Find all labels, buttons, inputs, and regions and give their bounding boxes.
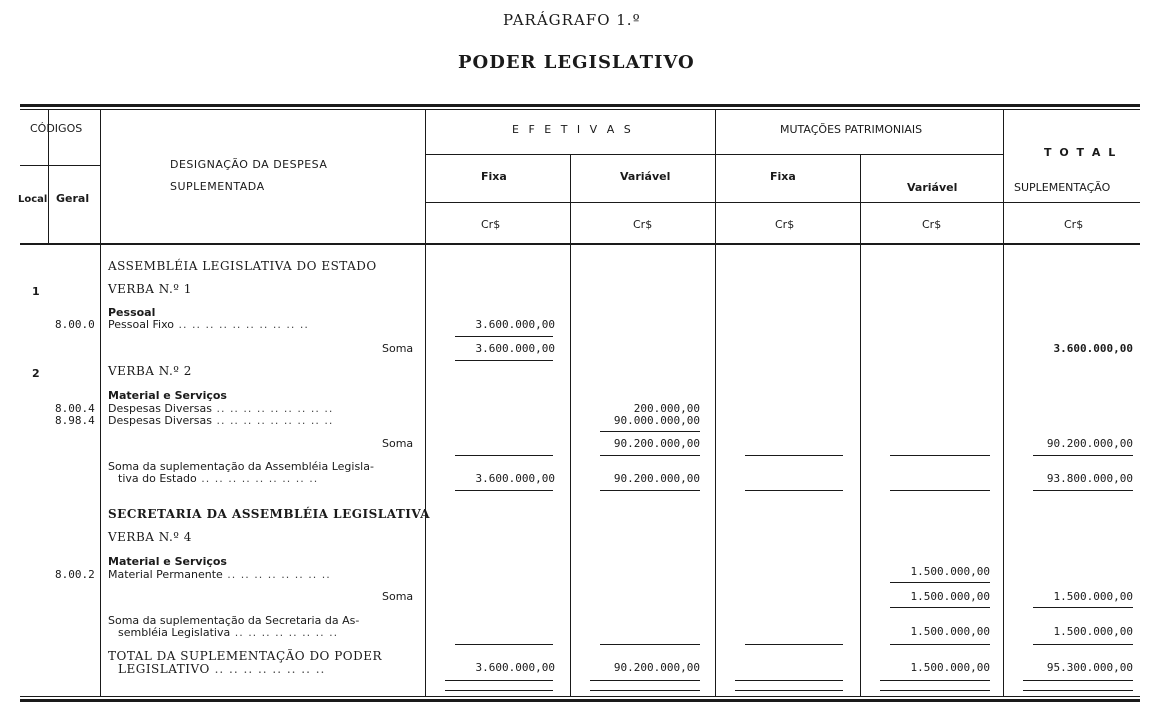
soma-total-value: 90.200.000,00 (1046, 437, 1133, 450)
soma-label: Soma (382, 437, 414, 450)
header-geral: Geral (56, 192, 90, 205)
verba-label: VERBA N.º 1 (108, 282, 192, 296)
sum-rule (880, 680, 990, 681)
item-code: 8.98.4 (55, 414, 95, 427)
group-label: Material e Serviços (108, 389, 227, 402)
sum-rule (600, 455, 700, 456)
sum-rule (735, 690, 843, 691)
item-label: Pessoal Fixo .. .. .. .. .. .. .. .. .. .. (108, 318, 309, 331)
header-mutacoes-variavel: Variável (907, 181, 958, 194)
header-total-line1: T O T A L (1044, 146, 1118, 159)
item-label: Material Permanente .. .. .. .. .. .. .. .. (108, 568, 331, 581)
currency-col4: Cr$ (922, 218, 942, 231)
grand-total-var: 90.200.000,00 (613, 661, 700, 674)
grand-total-mut-var: 1.500.000,00 (910, 661, 990, 674)
item-mut-var-value: 1.500.000,00 (910, 565, 990, 578)
grand-total-line2: LEGISLATIVO .. .. .. .. .. .. .. .. (118, 662, 326, 676)
sum-rule (890, 607, 990, 608)
sum-rule (745, 490, 843, 491)
col-divider (425, 110, 426, 697)
sum-rule (455, 644, 553, 645)
soma-total-value: 1.500.000,00 (1053, 590, 1133, 603)
item-var-value: 90.000.000,00 (613, 414, 700, 427)
grand-total-line1: TOTAL DA SUPLEMENTAÇÃO DO PODER (108, 649, 383, 663)
table-bottom-rule (20, 699, 1140, 702)
assembleia-sum-total: 93.800.000,00 (1046, 472, 1133, 485)
sum-rule (1033, 644, 1133, 645)
section-title-secretaria: SECRETARIA DA ASSEMBLÉIA LEGISLATIVA (108, 507, 431, 521)
secretaria-sum-total: 1.500.000,00 (1053, 625, 1133, 638)
sum-rule (1023, 680, 1133, 681)
sum-rule (1033, 607, 1133, 608)
sum-rule (890, 455, 990, 456)
sum-rule (455, 490, 553, 491)
header-designacao-line2: SUPLEMENTADA (170, 180, 265, 193)
header-efetivas-variavel: Variável (620, 170, 671, 183)
sum-rule (1023, 690, 1133, 691)
assembleia-sum-var: 90.200.000,00 (613, 472, 700, 485)
sum-rule (455, 336, 553, 337)
header-designacao-line1: DESIGNAÇÃO DA DESPESA (170, 158, 328, 171)
item-label: Despesas Diversas .. .. .. .. .. .. .. .. .. (108, 414, 334, 427)
sum-rule (455, 455, 553, 456)
item-fixa-value: 3.600.000,00 (475, 318, 555, 331)
sum-rule (600, 490, 700, 491)
table-top-rule-thin (20, 109, 1140, 110)
codigos-rule (20, 165, 100, 166)
item-label: Despesas Diversas .. .. .. .. .. .. .. .. .. (108, 402, 334, 415)
local-code: 2 (32, 367, 40, 380)
group-label: Material e Serviços (108, 555, 227, 568)
sum-rule (880, 690, 990, 691)
secretaria-sum-mut-var: 1.500.000,00 (910, 625, 990, 638)
sum-rule (590, 690, 700, 691)
verba-label: VERBA N.º 2 (108, 364, 192, 378)
sum-rule (445, 680, 553, 681)
col-divider (715, 110, 716, 697)
header-codigos: CÓDIGOS (30, 122, 83, 135)
soma-label: Soma (382, 342, 414, 355)
item-code: 8.00.0 (55, 318, 95, 331)
header-bottom-rule (20, 243, 1140, 245)
currency-col1: Cr$ (481, 218, 501, 231)
secretaria-sum-line1: Soma da suplementação da Secretaria da As- (108, 614, 360, 627)
verba-label: VERBA N.º 4 (108, 530, 192, 544)
sum-rule (590, 680, 700, 681)
sum-rule (890, 582, 990, 583)
header-local: Local (18, 194, 48, 205)
header-total-line2: SUPLEMENTAÇÃO (1014, 181, 1111, 194)
soma-total-value: 3.600.000,00 (1053, 342, 1133, 355)
sum-rule (455, 360, 553, 361)
sum-rule (1033, 455, 1133, 456)
col-divider (860, 155, 861, 697)
paragraph-heading: PARÁGRAFO 1.º (503, 11, 641, 29)
col-divider (100, 110, 101, 697)
currency-col2: Cr$ (633, 218, 653, 231)
table-top-rule (20, 104, 1140, 107)
sum-rule (600, 644, 700, 645)
sum-rule (890, 490, 990, 491)
col-divider (1003, 110, 1004, 697)
grand-total-total: 95.300.000,00 (1046, 661, 1133, 674)
soma-var-value: 90.200.000,00 (613, 437, 700, 450)
sum-rule (745, 644, 843, 645)
item-var-value: 200.000,00 (633, 402, 700, 415)
sum-rule (890, 644, 990, 645)
page-title: PODER LEGISLATIVO (458, 52, 695, 73)
sum-rule (1033, 490, 1133, 491)
item-code: 8.00.2 (55, 568, 95, 581)
header-efetivas-fixa: Fixa (481, 170, 507, 183)
sum-rule (735, 680, 843, 681)
group-label: Pessoal (108, 306, 156, 319)
group-rule (425, 154, 1003, 155)
header-efetivas: E F E T I V A S (512, 123, 634, 136)
header-mutacoes: MUTAÇÕES PATRIMONIAIS (780, 123, 923, 136)
local-code: 1 (32, 285, 40, 298)
assembleia-sum-fixa: 3.600.000,00 (475, 472, 555, 485)
currency-col5: Cr$ (1064, 218, 1084, 231)
header-mutacoes-fixa: Fixa (770, 170, 796, 183)
grand-total-fixa: 3.600.000,00 (475, 661, 555, 674)
col-divider (570, 155, 571, 697)
sum-rule (445, 690, 553, 691)
currency-col3: Cr$ (775, 218, 795, 231)
soma-label: Soma (382, 590, 414, 603)
section-title-assembleia: ASSEMBLÉIA LEGISLATIVA DO ESTADO (108, 259, 377, 273)
soma-mut-var-value: 1.500.000,00 (910, 590, 990, 603)
assembleia-sum-line1: Soma da suplementação da Assembléia Legisla- (108, 460, 374, 473)
sum-rule (745, 455, 843, 456)
table-bottom-rule-thin (20, 696, 1140, 697)
soma-fixa-value: 3.600.000,00 (475, 342, 555, 355)
currency-rule (425, 202, 1140, 203)
item-code: 8.00.4 (55, 402, 95, 415)
secretaria-sum-line2: sembléia Legislativa .. .. .. .. .. .. .. .. (118, 626, 339, 639)
sum-rule (600, 431, 700, 432)
assembleia-sum-line2: tiva do Estado .. .. .. .. .. .. .. .. .. (118, 472, 319, 485)
